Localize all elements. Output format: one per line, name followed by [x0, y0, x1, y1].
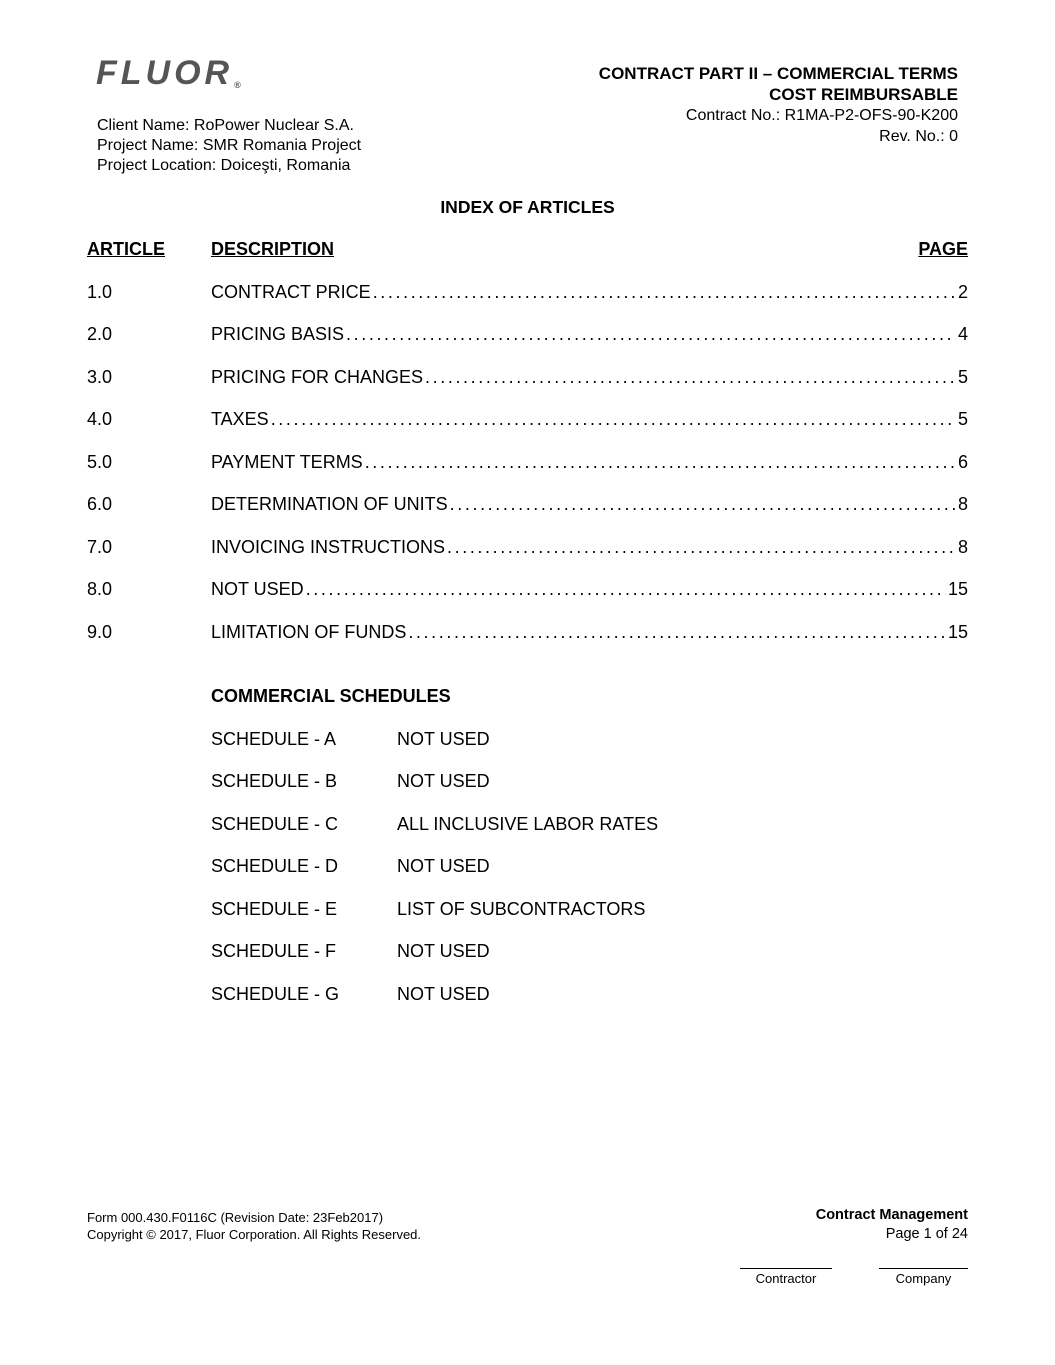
project-location: Project Location: Doiceşti, Romania	[97, 157, 351, 174]
dot-leader	[271, 409, 956, 430]
article-row[interactable]	[87, 579, 968, 603]
logo-text: FLUOR	[96, 54, 234, 92]
article-page: 5	[957, 409, 968, 429]
signature-line	[879, 1268, 968, 1269]
schedule-label: SCHEDULE - F	[211, 941, 337, 961]
schedule-label: SCHEDULE - B	[211, 771, 338, 791]
dot-leader	[365, 452, 956, 473]
article-number: 3.0	[87, 367, 113, 387]
schedule-label: SCHEDULE - E	[211, 899, 338, 919]
article-description: DETERMINATION OF UNITS	[211, 494, 448, 514]
dot-leader	[408, 622, 946, 643]
article-number: 6.0	[87, 494, 113, 514]
dot-leader	[447, 537, 956, 558]
article-page: 15	[947, 579, 968, 599]
article-description: PAYMENT TERMS	[211, 452, 363, 472]
schedule-label: SCHEDULE - A	[211, 729, 337, 749]
article-number: 4.0	[87, 409, 113, 429]
schedule-value: ALL INCLUSIVE LABOR RATES	[397, 814, 659, 834]
footer-page-info	[816, 1206, 968, 1244]
contractor-label: Contractor	[755, 1271, 817, 1286]
article-number: 7.0	[87, 537, 113, 557]
schedule-label: SCHEDULE - D	[211, 856, 339, 876]
project-name: Project Name: SMR Romania Project	[97, 137, 362, 154]
article-row[interactable]	[87, 494, 968, 518]
fluor-logo	[96, 56, 241, 90]
revision-number: Rev. No.: 0	[879, 128, 958, 145]
footer-form-info	[87, 1209, 421, 1243]
article-row[interactable]	[87, 409, 968, 433]
article-row[interactable]	[87, 537, 968, 561]
article-page: 4	[957, 324, 968, 344]
form-number: Form 000.430.F0116C (Revision Date: 23Feb2017)	[87, 1210, 384, 1225]
col-page-header: PAGE	[918, 239, 968, 259]
article-description: PRICING BASIS	[211, 324, 345, 344]
document-header	[599, 63, 958, 147]
company-signature	[879, 1268, 968, 1286]
dot-leader	[425, 367, 956, 388]
article-page: 15	[947, 622, 968, 642]
article-row[interactable]	[87, 452, 968, 476]
article-page: 8	[957, 537, 968, 557]
schedule-label: SCHEDULE - G	[211, 984, 340, 1004]
schedule-value: NOT USED	[397, 984, 490, 1004]
company-label: Company	[895, 1271, 952, 1286]
registered-mark: ®	[234, 80, 241, 90]
article-description: PRICING FOR CHANGES	[211, 367, 424, 387]
doc-title-line1: CONTRACT PART II – COMMERCIAL TERMS	[598, 64, 958, 83]
index-title: INDEX OF ARTICLES	[440, 197, 615, 217]
article-row[interactable]	[87, 622, 968, 646]
article-page: 8	[957, 494, 968, 514]
article-number: 5.0	[87, 452, 113, 472]
article-number: 8.0	[87, 579, 113, 599]
schedule-value: NOT USED	[397, 771, 490, 791]
article-description: NOT USED	[211, 579, 304, 599]
article-row[interactable]	[87, 324, 968, 348]
dot-leader	[346, 324, 956, 345]
department: Contract Management	[815, 1207, 968, 1223]
article-description: CONTRACT PRICE	[211, 282, 371, 302]
schedules-title: COMMERCIAL SCHEDULES	[211, 686, 451, 706]
client-name: Client Name: RoPower Nuclear S.A.	[97, 117, 354, 134]
article-number: 9.0	[87, 622, 113, 642]
copyright: Copyright © 2017, Fluor Corporation. All Rights Reserved.	[87, 1227, 422, 1242]
doc-title-line2: COST REIMBURSABLE	[769, 85, 958, 104]
schedule-label: SCHEDULE - C	[211, 814, 339, 834]
article-row[interactable]	[87, 282, 968, 306]
col-description-header: DESCRIPTION	[211, 239, 335, 259]
col-article-header: ARTICLE	[87, 239, 165, 259]
client-info	[97, 116, 361, 176]
schedule-value: LIST OF SUBCONTRACTORS	[397, 899, 646, 919]
dot-leader	[373, 282, 956, 303]
article-page: 6	[957, 452, 968, 472]
article-row[interactable]	[87, 367, 968, 391]
dot-leader	[306, 579, 946, 600]
schedule-value: NOT USED	[397, 856, 490, 876]
page-number: Page 1 of 24	[885, 1226, 968, 1242]
signature-line	[740, 1268, 832, 1269]
contract-number: Contract No.: R1MA-P2-OFS-90-K200	[685, 107, 958, 124]
article-page: 2	[957, 282, 968, 302]
contractor-signature	[740, 1268, 832, 1286]
schedule-value: NOT USED	[397, 729, 490, 749]
article-number: 2.0	[87, 324, 113, 344]
schedule-value: NOT USED	[397, 941, 490, 961]
article-number: 1.0	[87, 282, 113, 302]
article-page: 5	[957, 367, 968, 387]
article-description: TAXES	[211, 409, 269, 429]
article-description: LIMITATION OF FUNDS	[211, 622, 407, 642]
dot-leader	[450, 494, 956, 515]
article-description: INVOICING INSTRUCTIONS	[211, 537, 446, 557]
